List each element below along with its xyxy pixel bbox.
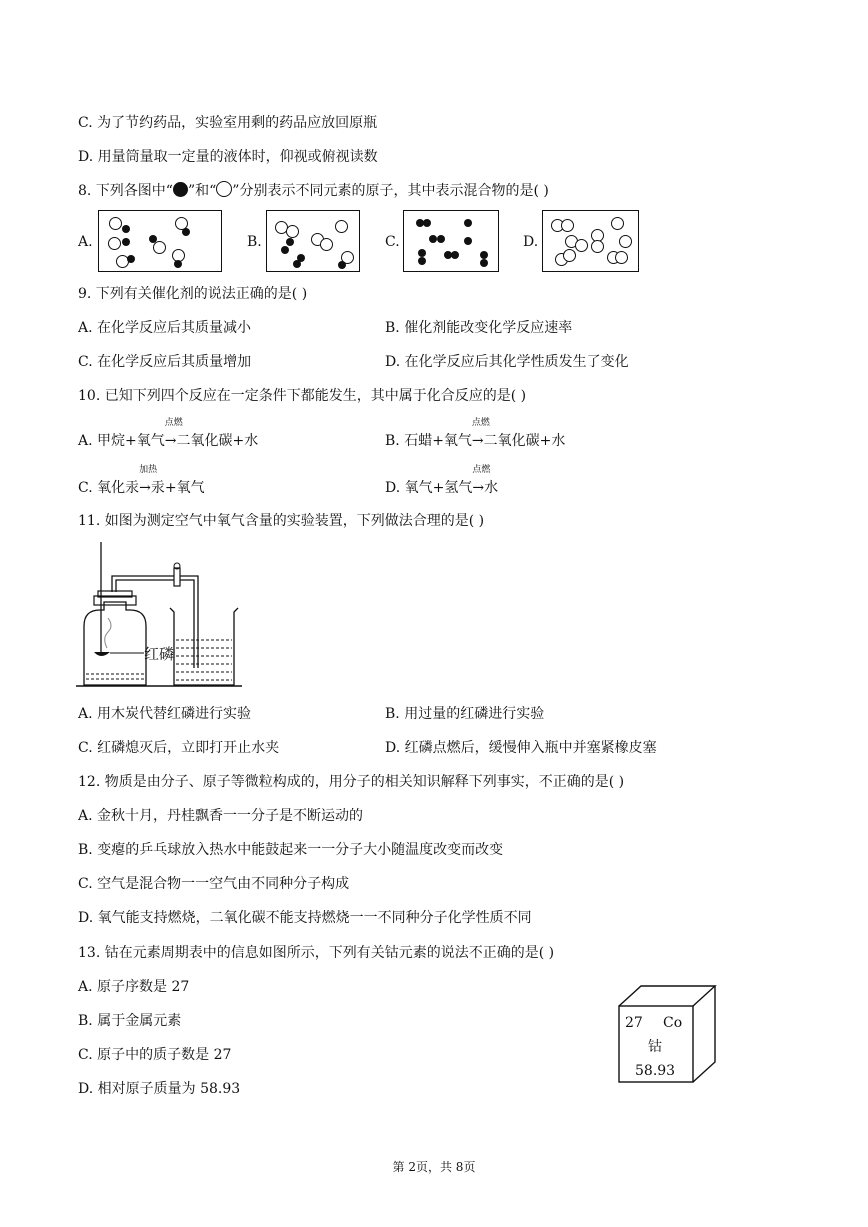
q12-option-b: B. 变瘪的乒乓球放入热水中能鼓起来一一分子大小随温度改变而改变 [78, 842, 504, 858]
q10-option-c: C. 氧化汞 加热 →汞+氧气 [78, 465, 205, 496]
page-footer: 第 2页，共 8页 [392, 1160, 476, 1174]
filled-atom-icon [173, 182, 188, 197]
q8-label-d: D. [523, 234, 539, 250]
q8-label-b: B. [247, 234, 262, 250]
q11-option-a: A. 用木炭代替红磷进行实验 [78, 706, 252, 722]
cobalt-element-cell [615, 982, 719, 1086]
q13-option-c: C. 原子中的质子数是 27 [78, 1047, 232, 1063]
q9-option-c: C. 在化学反应后其质量增加 [78, 354, 252, 370]
q11-option-c: C. 红磷熄灭后，立即打开止水夹 [78, 740, 280, 756]
element-name: 钴 [648, 1039, 662, 1055]
q12-stem: 12. 物质是由分子、原子等微粒构成的，用分子的相关知识解释下列事实，不正确的是( ) [78, 774, 625, 790]
q8-diagram-b [266, 210, 360, 272]
element-symbol: Co [663, 1015, 683, 1031]
q13-option-b: B. 属于金属元素 [78, 1013, 182, 1029]
q10-option-a: A. 甲烷+氧气 点燃 →二氧化碳+水 [78, 418, 259, 449]
q9-option-b: B. 催化剂能改变化学反应速率 [385, 320, 573, 336]
q13-stem: 13. 钴在元素周期表中的信息如图所示，下列有关钴元素的说法不正确的是( ) [78, 945, 555, 961]
q8-diagram-c [403, 210, 499, 272]
q11-option-d: D. 红磷点燃后，缓慢伸入瓶中并塞紧橡皮塞 [385, 740, 657, 756]
q8-label-a: A. [78, 234, 93, 250]
q8-label-c: C. [385, 234, 400, 250]
q9-stem: 9. 下列有关催化剂的说法正确的是( ) [78, 286, 308, 302]
q8-diagram-a [98, 210, 222, 272]
q10-option-b: B. 石蜡+氧气 点燃 →二氧化碳+水 [385, 418, 566, 449]
q12-option-c: C. 空气是混合物一一空气由不同种分子构成 [78, 876, 350, 892]
q7-option-d: D. 用量筒量取一定量的液体时，仰视或俯视读数 [78, 149, 378, 165]
q10-stem: 10. 已知下列四个反应在一定条件下都能发生，其中属于化合反应的是( ) [78, 388, 527, 404]
q8-stem: 8. 下列各图中“ ”和“ ”分别表示不同元素的原子，其中表示混合物的是( ) [78, 183, 549, 199]
atomic-number: 27 [625, 1015, 643, 1031]
q13-option-d: D. 相对原子质量为 58.93 [78, 1081, 241, 1097]
q11-apparatus-diagram [74, 540, 246, 692]
q8-diagram-d [542, 210, 639, 272]
hollow-atom-icon [216, 181, 232, 197]
q7-option-c: C. 为了节约药品，实验室用剩的药品应放回原瓶 [78, 115, 378, 131]
atomic-mass: 58.93 [635, 1063, 676, 1079]
q10-option-d: D. 氧气+氢气 点燃 →水 [385, 465, 499, 496]
q12-option-a: A. 金秋十月，丹桂飘香一一分子是不断运动的 [78, 808, 364, 824]
q12-option-d: D. 氧气能支持燃烧，二氧化碳不能支持燃烧一一不同种分子化学性质不同 [78, 910, 532, 926]
q9-option-a: A. 在化学反应后其质量减小 [78, 320, 252, 336]
red-phosphorus-label: 红磷 [144, 645, 175, 663]
q13-option-a: A. 原子序数是 27 [78, 979, 190, 995]
q11-option-b: B. 用过量的红磷进行实验 [385, 706, 545, 722]
q11-stem: 11. 如图为测定空气中氧气含量的实验装置，下列做法合理的是( ) [78, 513, 485, 529]
q9-option-d: D. 在化学反应后其化学性质发生了变化 [385, 354, 629, 370]
